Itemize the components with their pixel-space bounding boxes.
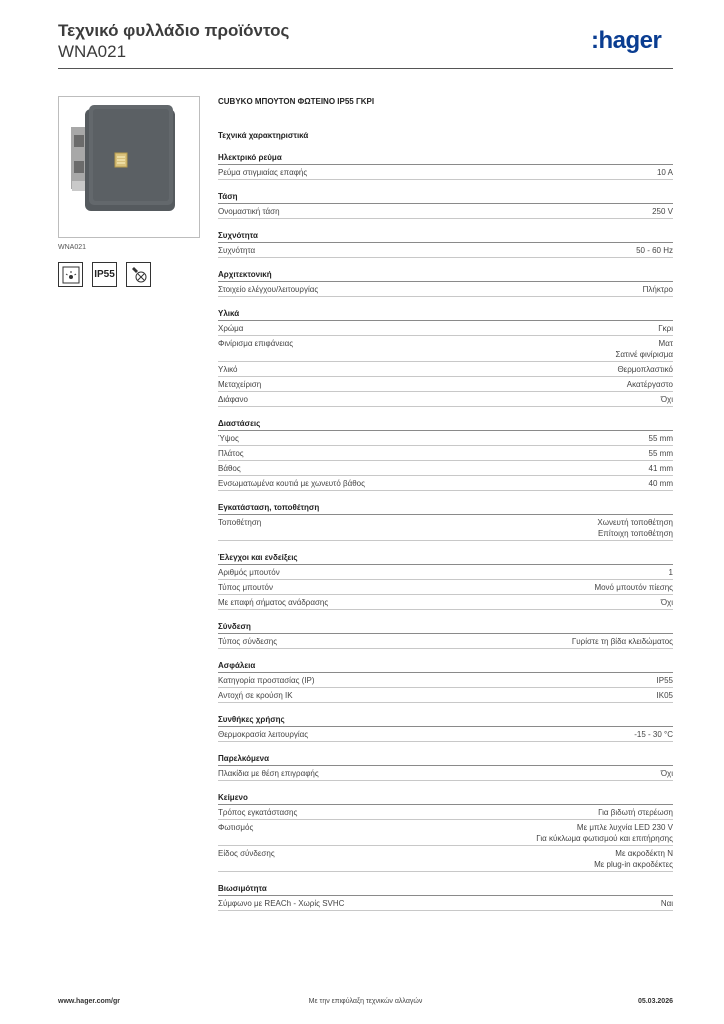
spec-row [218,204,673,219]
spec-section [218,418,673,491]
ip-protection-water-icon [126,262,151,287]
page-footer [58,998,673,1010]
product-name: CUBYKO ΜΠΟΥΤΟΝ ΦΩΤΕΙΝΟ IP55 ΓΚΡΙ [218,97,375,106]
spec-label: Στοιχείο ελέγχου/λειτουργίας [218,285,319,294]
spec-value: Χωνευτή τοποθέτηση [597,518,673,527]
section-title: Σύνδεση [218,621,673,634]
spec-label: Πλάτος [218,449,244,458]
spec-row [218,461,673,476]
spec-values [657,167,673,178]
spec-values [649,448,673,459]
spec-section [218,152,673,180]
footer-date: 05.03.2026 [637,998,673,1005]
spec-row [218,476,673,491]
spec-values [627,379,673,390]
spec-value: 40 mm [648,479,673,488]
spec-value: Με μπλε λυχνία LED 230 V [576,823,673,832]
section-title: Υλικά [218,308,673,321]
spec-values [657,675,673,686]
spec-value: 50 - 60 Hz [636,246,673,255]
spec-value: Όχι [660,769,673,778]
spec-row [218,766,673,781]
spec-section [218,308,673,407]
spec-values [669,567,673,578]
spec-section [218,660,673,703]
spec-value: IP55 [656,676,673,685]
spec-value: Ματ [658,339,673,348]
spec-row [218,727,673,742]
section-title: Ασφάλεια [218,660,673,673]
section-title: Διαστάσεις [218,418,673,431]
spec-row [218,431,673,446]
spec-values [594,848,673,870]
spec-label: Χρώμα [218,324,244,333]
spec-label: Συχνότητα [218,246,256,255]
section-title: Παρελκόμενα [218,753,673,766]
spec-label: Κατηγορία προστασίας (IP) [218,676,315,685]
section-title: Εγκατάσταση, τοποθέτηση [218,502,673,515]
spec-values [536,822,673,844]
section-title: Συνθήκες χρήσης [218,714,673,727]
spec-value: Για βιδωτή στερέωση [598,808,673,817]
spec-value: 10 A [656,168,673,177]
spec-label: Φινίρισμα επιφάνειας [218,339,294,348]
spec-values [598,807,673,818]
spec-row [218,243,673,258]
product-details [218,96,673,922]
section-title: Συχνότητα [218,230,673,243]
spec-values [649,478,673,489]
spec-label: Ενσωματωμένα κουτιά με χωνευτό βάθος [218,479,365,488]
product-badges [58,262,151,287]
spec-row [218,515,673,541]
illuminated-push-button-icon [58,262,83,287]
spec-row [218,565,673,580]
spec-label: Βάθος [218,464,241,473]
document-header [58,20,289,62]
spec-value: Μονό μπουτόν πίεσης [594,583,673,592]
footer-note: Με την επιφύλαξη τεχνικών αλλαγών [308,998,423,1005]
spec-value: Πλήκτρο [642,285,673,294]
spec-value: Ναι [660,899,673,908]
technical-specs-title: Τεχνικά χαρακτηριστικά [218,131,309,140]
hager-logo[interactable] [591,26,673,56]
spec-row [218,595,673,610]
spec-values [636,245,673,256]
spec-label: Ύψος [218,434,239,443]
spec-values [594,582,673,593]
spec-label: Διάφανο [218,395,249,404]
spec-values [617,364,673,375]
spec-row [218,846,673,872]
document-title: Τεχνικό φυλλάδιο προϊόντος [58,21,290,40]
spec-row [218,321,673,336]
spec-row [218,688,673,703]
spec-values [661,768,673,779]
spec-label: Τρόπος εγκατάστασης [218,808,298,817]
spec-section [218,230,673,258]
spec-value: 55 mm [648,434,673,443]
header-divider [58,68,673,69]
spec-label: Φωτισμός [218,823,254,832]
spec-row [218,282,673,297]
spec-label: Τοποθέτηση [218,518,262,527]
spec-values [615,338,673,360]
spec-label: Τύπος μπουτόν [218,583,273,592]
spec-value: Ακατέργαστο [626,380,673,389]
spec-values [649,463,673,474]
product-image [58,96,200,238]
section-title: Τάση [218,191,673,204]
section-title: Έλεγχοι και ενδείξεις [218,552,673,565]
spec-label: Τύπος σύνδεσης [218,637,278,646]
spec-value: 41 mm [648,464,673,473]
spec-value: Γκρι [658,324,673,333]
spec-value: Όχι [660,395,673,404]
spec-value: Σατινέ φινίρισμα [615,350,673,359]
spec-row [218,580,673,595]
spec-value: Με ακροδέκτη N [615,849,673,858]
spec-section [218,621,673,649]
spec-row [218,805,673,820]
spec-label: Θερμοκρασία λειτουργίας [218,730,309,739]
spec-value: Όχι [660,598,673,607]
spec-label: Ρεύμα στιγμιαίας επαφής [218,168,308,177]
spec-values [572,636,673,647]
spec-values [658,323,673,334]
spec-section [218,883,673,911]
spec-value: IK05 [656,691,673,700]
spec-row [218,446,673,461]
spec-values [652,206,673,217]
spec-values [643,284,673,295]
spec-value: Επίτοιχη τοποθέτηση [597,529,673,538]
section-title: Κείμενο [218,792,673,805]
section-title: Ηλεκτρικό ρεύμα [218,152,673,165]
spec-value: Για κύκλωμα φωτισμού και επιτήρησης [536,834,673,843]
spec-row [218,377,673,392]
spec-values [649,433,673,444]
spec-value: -15 - 30 °C [634,730,673,739]
spec-label: Ονομαστική τάση [218,207,280,216]
section-title: Βιωσιμότητα [218,883,673,896]
spec-section [218,714,673,742]
spec-values [661,597,673,608]
spec-row [218,820,673,846]
spec-section [218,552,673,610]
spec-values [634,729,673,740]
footer-url[interactable]: www.hager.com/gr [58,998,120,1005]
spec-label: Με επαφή σήματος ανάδρασης [218,598,329,607]
spec-label: Είδος σύνδεσης [218,849,275,858]
spec-label: Αντοχή σε κρούση IK [218,691,293,700]
ip55-badge: IP55 [92,262,117,287]
spec-values [657,690,673,701]
spec-value: Γυρίστε τη βίδα κλειδώματος [571,637,673,646]
spec-row [218,362,673,377]
spec-row [218,336,673,362]
spec-values [597,517,673,539]
spec-label: Μεταχείριση [218,380,262,389]
spec-list [218,152,673,911]
section-title: Αρχιτεκτονική [218,269,673,282]
spec-value: 55 mm [648,449,673,458]
spec-values [661,394,673,405]
spec-value: 1 [668,568,673,577]
spec-label: Πλακίδια με θέση επιγραφής [218,769,319,778]
spec-label: Σύμφωνο με REACh - Χωρίς SVHC [218,899,345,908]
svg-text::hager: :hager [591,27,662,54]
spec-value: Με plug-in ακροδέκτες [594,860,673,869]
image-caption: WNA021 [58,244,87,251]
spec-row [218,165,673,180]
spec-value: Θερμοπλαστικό [617,365,673,374]
spec-label: Υλικό [218,365,238,374]
product-code: WNA021 [58,42,127,61]
spec-section [218,502,673,541]
spec-label: Αριθμός μπουτόν [218,568,280,577]
spec-section [218,269,673,297]
spec-row [218,896,673,911]
spec-values [661,898,673,909]
spec-section [218,792,673,872]
spec-section [218,753,673,781]
spec-row [218,673,673,688]
spec-section [218,191,673,219]
spec-value: 250 V [652,207,673,216]
spec-row [218,392,673,407]
spec-row [218,634,673,649]
